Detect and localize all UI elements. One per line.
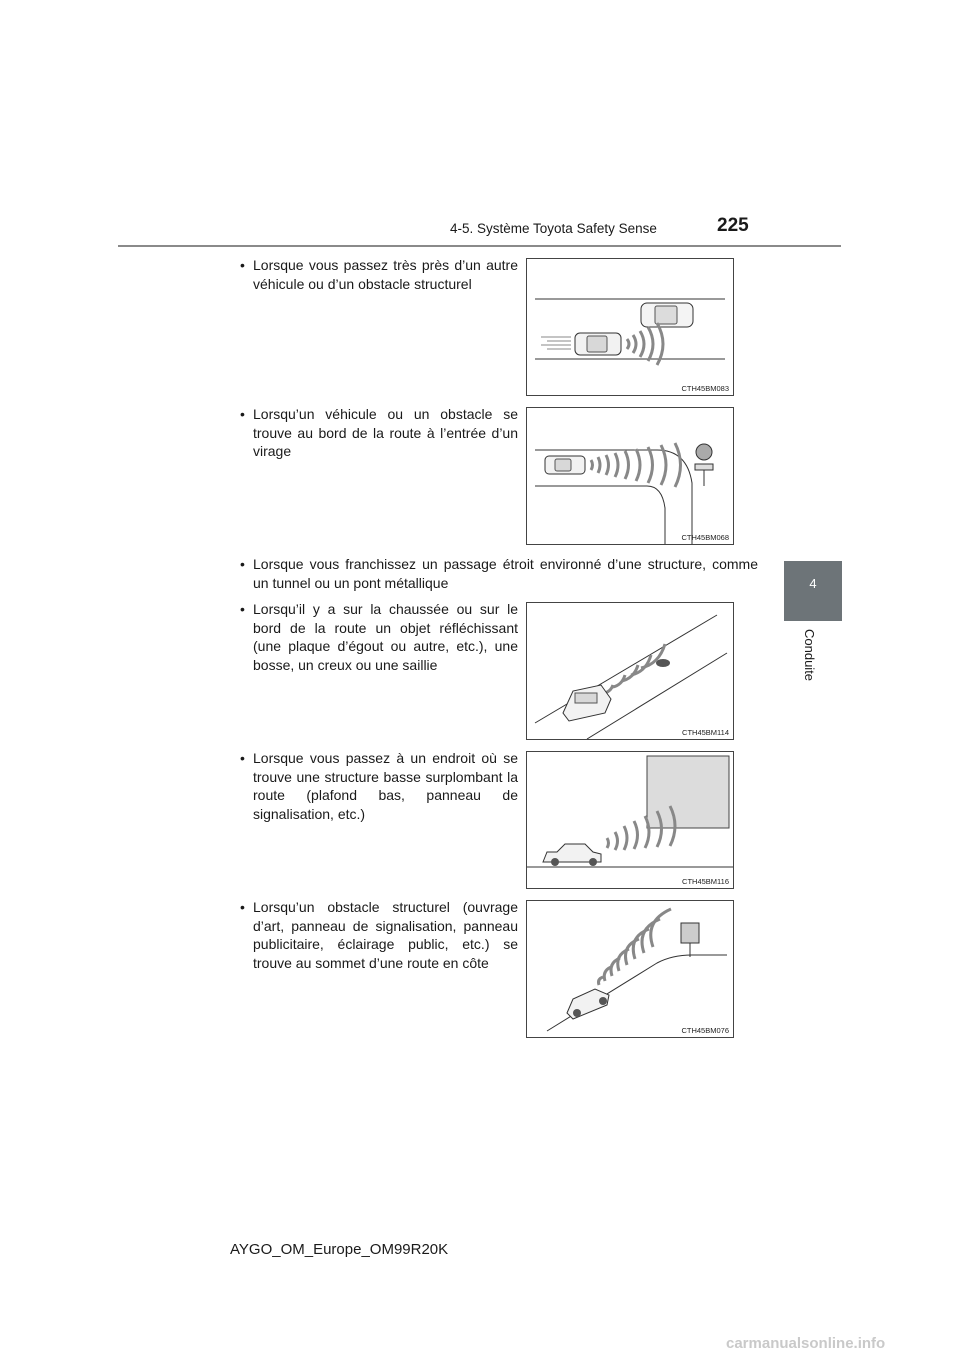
bullet-item: • Lorsque vous passez à un endroit où se trouve une structure basse surplombant la route (plafond bas, panneau de signalisation, etc.) <box>240 749 518 823</box>
chapter-label: Conduite <box>802 629 817 682</box>
bullet-item: • Lorsque vous franchissez un passage étroit environné d’une structure, comme un tunnel ou un pont métallique <box>240 555 758 592</box>
watermark: carmanualsonline.info <box>726 1335 886 1352</box>
bullet-item: • Lorsqu’un véhicule ou un obstacle se trouve au bord de la route à l’entrée d’un virage <box>240 405 518 461</box>
bullet-item: • Lorsqu’un obstacle structurel (ouvrage d’art, panneau de signalisation, panneau publicitaire, éclairage public, etc.) se trouve au sommet d’une route en côte <box>240 898 518 972</box>
bullet-item: • Lorsque vous passez très près d’un autre véhicule ou d’un obstacle structurel <box>240 256 518 293</box>
figure-code: CTH45BM068 <box>681 533 729 542</box>
figure <box>526 258 734 396</box>
figure-code: CTH45BM083 <box>681 384 729 393</box>
bullet-item: • Lorsqu’il y a sur la chaussée ou sur le bord de la route un objet réfléchissant (une plaque d’égout ou autre, etc.), une bosse, un creux ou une saillie <box>240 600 518 674</box>
figure-code: CTH45BM116 <box>682 877 729 886</box>
header-rule <box>118 245 841 247</box>
figure-illustration <box>527 603 733 739</box>
figure-code: CTH45BM076 <box>681 1026 729 1035</box>
figure <box>526 602 734 740</box>
figure-illustration <box>527 752 733 888</box>
figure-illustration <box>527 901 733 1037</box>
figure-illustration <box>527 408 733 544</box>
chapter-tab: 4 <box>784 561 842 621</box>
figure <box>526 751 734 889</box>
section-title: 4-5. Système Toyota Safety Sense <box>450 221 657 236</box>
chapter-label-tab <box>784 621 842 1201</box>
footer-doc-id: AYGO_OM_Europe_OM99R20K <box>230 1241 449 1258</box>
figure <box>526 407 734 545</box>
figure <box>526 900 734 1038</box>
figure-code: CTH45BM114 <box>682 728 729 737</box>
figure-illustration <box>527 259 733 395</box>
page-number: 225 <box>717 215 749 236</box>
